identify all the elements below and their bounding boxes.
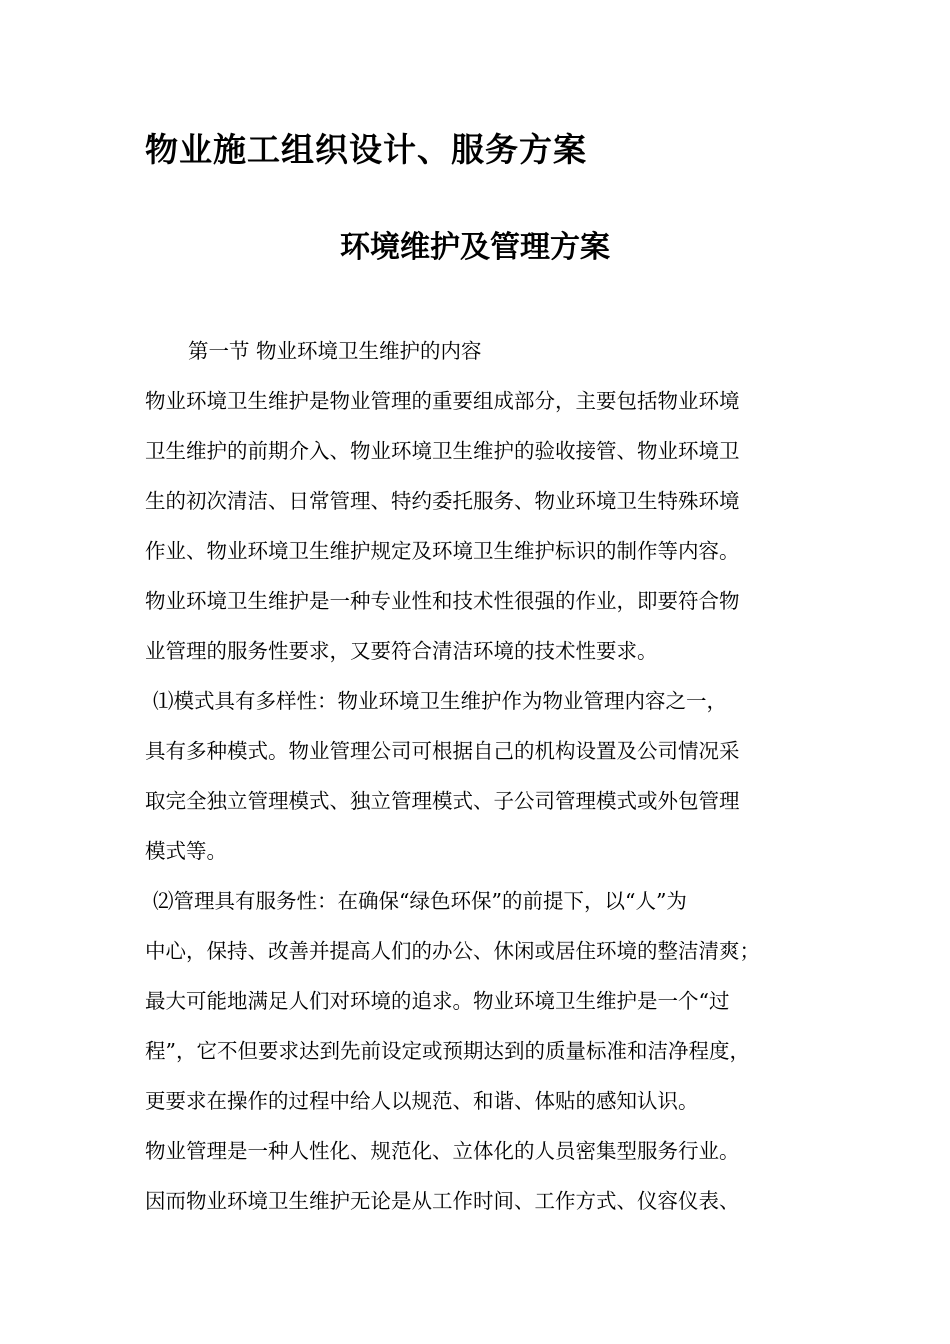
document-body bbox=[145, 326, 845, 1226]
section-heading: 第一节 物业环境卫生维护的内容 bbox=[188, 339, 482, 363]
paragraph-line: 因而物业环境卫生维护无论是从工作时间、工作方式、仪容仪表、 bbox=[145, 1189, 740, 1213]
paragraph-line: 物业环境卫生维护是物业管理的重要组成部分，主要包括物业环境 bbox=[145, 389, 740, 413]
document-title: 物业施工组织设计、服务方案 bbox=[145, 130, 587, 169]
paragraph-line: 物业环境卫生维护是一种专业性和技术性很强的作业，即要符合物 bbox=[145, 589, 740, 613]
paragraph-line: 更要求在操作的过程中给人以规范、和谐、体贴的感知认识。 bbox=[145, 1089, 699, 1113]
list-item-2-line: ⑵管理具有服务性：在确保“绿色环保”的前提下，以“人”为 bbox=[153, 889, 687, 913]
paragraph-line: 具有多种模式。物业管理公司可根据自己的机构设置及公司情况采 bbox=[145, 739, 740, 763]
paragraph-line: 程”，它不但要求达到先前设定或预期达到的质量标准和洁净程度， bbox=[145, 1039, 750, 1063]
paragraph-line: 中心，保持、改善并提高人们的办公、休闲或居住环境的整洁清爽； bbox=[145, 939, 760, 963]
paragraph-line: 作业、物业环境卫生维护规定及环境卫生维护标识的制作等内容。 bbox=[145, 539, 740, 563]
document-subtitle: 环境维护及管理方案 bbox=[340, 230, 610, 265]
paragraph-line: 业管理的服务性要求，又要符合清洁环境的技术性要求。 bbox=[145, 639, 658, 663]
list-item-1-line: ⑴模式具有多样性：物业环境卫生维护作为物业管理内容之一， bbox=[153, 689, 727, 713]
paragraph-line: 卫生维护的前期介入、物业环境卫生维护的验收接管、物业环境卫 bbox=[145, 439, 740, 463]
paragraph-line: 生的初次清洁、日常管理、特约委托服务、物业环境卫生特殊环境 bbox=[145, 489, 740, 513]
paragraph-line: 物业管理是一种人性化、规范化、立体化的人员密集型服务行业。 bbox=[145, 1139, 740, 1163]
paragraph-line: 模式等。 bbox=[145, 839, 227, 863]
paragraph-line: 取完全独立管理模式、独立管理模式、子公司管理模式或外包管理 bbox=[145, 789, 740, 813]
paragraph-line: 最大可能地满足人们对环境的追求。物业环境卫生维护是一个“过 bbox=[145, 989, 730, 1013]
